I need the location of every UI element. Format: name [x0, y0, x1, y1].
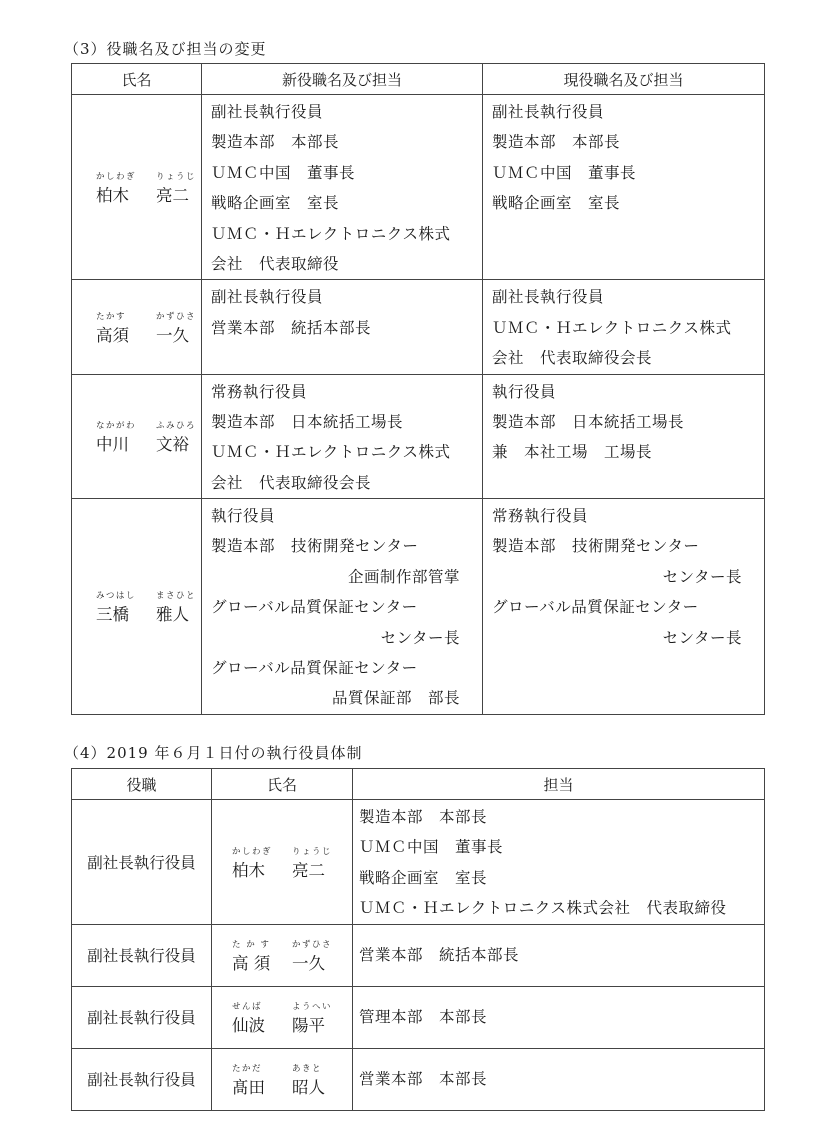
new-role-line: 副社長執行役員	[211, 103, 324, 121]
name-family: 高須	[96, 325, 129, 345]
section4-table	[71, 768, 765, 1111]
name-family: 柏木	[232, 860, 265, 880]
new-role-line: グローバル品質保証センター	[211, 598, 418, 617]
new-role-line: ＵＭＣ中国 董事長	[211, 163, 356, 182]
table-row	[72, 1048, 765, 1110]
table-row	[72, 800, 765, 925]
new-role-line: 副社長執行役員	[211, 288, 324, 307]
current-role-line: 戦略企画室 室長	[492, 194, 621, 213]
name-reading-family: かしわぎ	[232, 846, 273, 857]
name-reading-family: た か す	[232, 940, 271, 951]
name-reading-given: ふみひろ	[156, 421, 197, 432]
duty-line: 管理本部 本部長	[359, 1007, 488, 1026]
new-role-line: 品質保証部 部長	[331, 689, 460, 708]
person-name	[212, 1000, 352, 1034]
role-cell: 副社長執行役員	[72, 800, 212, 925]
new-role-line: 会社 代表取締役	[211, 254, 340, 273]
current-role-line: 常務執行役員	[492, 507, 589, 526]
new-role-line: 企画制作部管掌	[347, 567, 460, 586]
duty-line: 営業本部 統括本部長	[359, 945, 520, 964]
name-reading-given: りょうじ	[156, 172, 197, 183]
table-row	[72, 374, 765, 499]
duty-line: 製造本部 本部長	[359, 808, 488, 826]
current-role-line: 製造本部 本部長	[492, 133, 621, 152]
new-role-line: 常務執行役員	[211, 382, 308, 401]
person-name-cell	[72, 95, 202, 280]
section3-header-row	[72, 64, 765, 95]
header-name: 氏名	[212, 769, 353, 800]
current-role-line: センター長	[662, 567, 742, 586]
name-family: 三橋	[96, 605, 129, 625]
new-role-line: 会社 代表取締役会長	[211, 473, 372, 492]
duty-line: ＵＭＣ・Ｈエレクトロニクス株式会社 代表取締役	[359, 899, 727, 918]
header-current-role: 現役職名及び担当	[483, 64, 765, 95]
name-family: 髙田	[232, 1078, 265, 1098]
current-role-line: 副社長執行役員	[492, 288, 605, 307]
section4-title: （4）2019 年６月１日付の執行役員体制	[64, 744, 363, 762]
name-given: 亮二	[292, 860, 325, 880]
name-given: 一久	[156, 325, 189, 345]
person-name	[212, 1062, 352, 1096]
current-role-line: 兼 本社工場 工場長	[492, 443, 653, 462]
table-row	[72, 280, 765, 374]
duty-cell	[353, 924, 765, 986]
duty-line: 営業本部 本部長	[359, 1069, 488, 1088]
name-reading-given: あきと	[292, 1064, 323, 1075]
name-family: 中川	[96, 435, 129, 455]
table-row	[72, 924, 765, 986]
new-role-cell	[202, 280, 483, 374]
person-name	[72, 310, 201, 344]
name-reading-family: みつはし	[96, 591, 136, 602]
new-role-cell	[202, 374, 483, 499]
person-name-cell	[72, 374, 202, 499]
duty-cell	[353, 1048, 765, 1110]
name-reading-given: ようへい	[292, 1002, 333, 1013]
current-role-line: 副社長執行役員	[492, 103, 605, 121]
new-role-line: ＵＭＣ・Ｈエレクトロニクス株式	[211, 443, 451, 462]
name-reading-family: なかがわ	[96, 421, 137, 432]
name-family: 柏木	[96, 186, 129, 206]
table-row	[72, 499, 765, 715]
new-role-line: 製造本部 日本統括工場長	[211, 412, 404, 431]
person-name	[72, 170, 201, 204]
new-role-line: 製造本部 本部長	[211, 133, 340, 152]
name-reading-family: たかす	[96, 311, 127, 322]
current-role-cell	[483, 280, 765, 374]
person-name-cell	[212, 924, 353, 986]
new-role-line: ＵＭＣ・Ｈエレクトロニクス株式	[211, 224, 451, 243]
person-name-cell	[212, 1048, 353, 1110]
person-name-cell	[212, 800, 353, 925]
new-role-line: 営業本部 統括本部長	[211, 318, 372, 337]
name-reading-given: かずひさ	[156, 311, 197, 322]
person-name	[212, 938, 352, 972]
current-role-cell	[483, 374, 765, 499]
name-given: 雅人	[156, 605, 189, 625]
duty-line: 戦略企画室 室長	[359, 868, 488, 887]
name-reading-family: せんば	[232, 1002, 263, 1013]
name-given: 陽平	[292, 1016, 325, 1036]
current-role-line: 会社 代表取締役会長	[492, 349, 653, 368]
section3-title: （3）役職名及び担当の変更	[64, 40, 267, 58]
name-reading-family: かしわぎ	[96, 172, 137, 183]
person-name-cell	[212, 986, 353, 1048]
table-row	[72, 986, 765, 1048]
person-name	[72, 419, 201, 453]
name-given: 亮二	[156, 186, 189, 206]
name-given: 文裕	[156, 435, 189, 455]
header-name: 氏名	[72, 64, 202, 95]
current-role-line: ＵＭＣ・Ｈエレクトロニクス株式	[492, 318, 732, 337]
name-reading-given: まさひと	[156, 591, 197, 602]
role-cell: 副社長執行役員	[72, 924, 212, 986]
person-name-cell	[72, 280, 202, 374]
current-role-cell	[483, 95, 765, 280]
name-reading-given: かずひさ	[292, 940, 333, 951]
new-role-line: グローバル品質保証センター	[211, 659, 418, 678]
name-family: 高 須	[232, 954, 271, 974]
duty-line: ＵＭＣ中国 董事長	[359, 838, 504, 857]
role-cell: 副社長執行役員	[72, 986, 212, 1048]
role-cell: 副社長執行役員	[72, 1048, 212, 1110]
header-duty: 担当	[353, 769, 765, 800]
duty-cell	[353, 800, 765, 925]
current-role-line: 製造本部 技術開発センター	[492, 537, 700, 556]
new-role-cell	[202, 95, 483, 280]
header-role: 役職	[72, 769, 212, 800]
header-new-role: 新役職名及び担当	[202, 64, 483, 95]
person-name	[212, 845, 352, 879]
section3-table	[71, 63, 765, 715]
duty-cell	[353, 986, 765, 1048]
current-role-line: センター長	[662, 628, 742, 647]
current-role-line: 執行役員	[492, 382, 557, 401]
name-reading-family: たかだ	[232, 1064, 263, 1075]
person-name-cell	[72, 499, 202, 715]
current-role-line: グローバル品質保証センター	[492, 598, 699, 617]
new-role-line: 執行役員	[211, 507, 276, 526]
name-family: 仙波	[232, 1016, 265, 1036]
current-role-line: 製造本部 日本統括工場長	[492, 412, 685, 431]
current-role-cell	[483, 499, 765, 715]
table-row	[72, 95, 765, 280]
new-role-cell	[202, 499, 483, 715]
new-role-line: 戦略企画室 室長	[211, 194, 340, 213]
name-given: 一久	[292, 954, 325, 974]
section4-header-row	[72, 769, 765, 800]
current-role-line: ＵＭＣ中国 董事長	[492, 163, 637, 182]
new-role-line: センター長	[380, 628, 460, 647]
new-role-line: 製造本部 技術開発センター	[211, 537, 419, 556]
name-reading-given: りょうじ	[292, 846, 333, 857]
name-given: 昭人	[292, 1078, 325, 1098]
person-name	[72, 589, 201, 623]
